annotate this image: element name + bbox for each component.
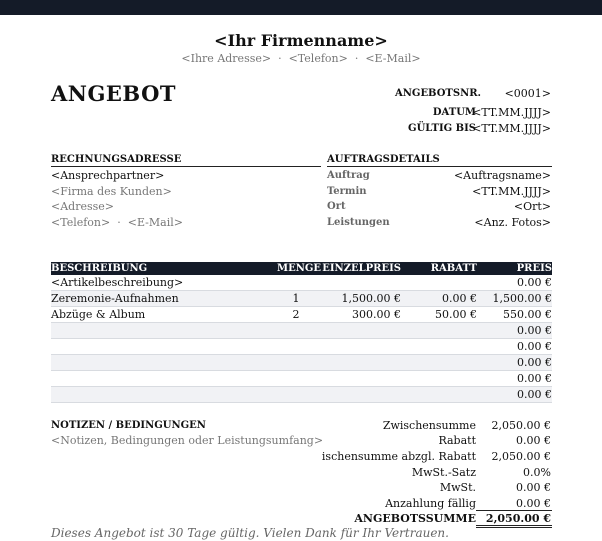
order-value-date: <TT.MM.JJJJ> bbox=[472, 185, 551, 198]
cell-quantity bbox=[271, 339, 321, 355]
cell-discount bbox=[401, 371, 477, 387]
billing-phone-email bbox=[51, 216, 183, 229]
grand-total-label: ANGEBOTSSUMME bbox=[354, 512, 476, 525]
cell-unit-price bbox=[321, 387, 401, 403]
valid-until-label: GÜLTIG BIS bbox=[408, 123, 476, 134]
cell-description: <Artikelbeschreibung> bbox=[51, 275, 271, 291]
cell-quantity bbox=[271, 323, 321, 339]
cell-discount bbox=[401, 339, 477, 355]
cell-quantity bbox=[271, 275, 321, 291]
deposit-due-value: 0.00 € bbox=[516, 497, 551, 510]
line-items-table bbox=[51, 262, 552, 403]
cell-unit-price bbox=[321, 355, 401, 371]
top-banner bbox=[0, 0, 602, 15]
header-quantity: MENGE bbox=[271, 262, 321, 275]
notes-heading: NOTIZEN / BEDINGUNGEN bbox=[51, 420, 206, 431]
company-contact-line bbox=[0, 52, 602, 65]
billing-email: <E-Mail> bbox=[127, 216, 183, 229]
billing-rule bbox=[51, 166, 321, 167]
cell-price: 0.00 € bbox=[477, 355, 552, 371]
order-label-job: Auftrag bbox=[327, 170, 370, 181]
separator: · bbox=[278, 52, 282, 65]
table-row bbox=[51, 275, 552, 291]
quote-number-label: ANGEBOTSNR. bbox=[395, 88, 482, 99]
date-value: <TT.MM.JJJJ> bbox=[472, 106, 551, 119]
company-email: <E-Mail> bbox=[365, 52, 421, 65]
cell-description: Abzüge & Album bbox=[51, 307, 271, 323]
table-row bbox=[51, 291, 552, 307]
order-value-job: <Auftragsname> bbox=[453, 169, 551, 182]
cell-price: 0.00 € bbox=[477, 275, 552, 291]
grand-total-top-rule bbox=[476, 510, 552, 511]
cell-description: Zeremonie-Aufnahmen bbox=[51, 291, 271, 307]
grand-total-rule-1 bbox=[476, 525, 552, 526]
table-row bbox=[51, 339, 552, 355]
cell-unit-price bbox=[321, 339, 401, 355]
order-label-services: Leistungen bbox=[327, 217, 390, 228]
tax-rate-value: 0.0% bbox=[523, 466, 551, 479]
cell-description bbox=[51, 355, 271, 371]
header-unit-price: EINZELPREIS bbox=[322, 263, 401, 274]
billing-phone: <Telefon> bbox=[51, 216, 111, 229]
cell-quantity bbox=[271, 371, 321, 387]
order-value-services: <Anz. Fotos> bbox=[474, 216, 551, 229]
table-row bbox=[51, 387, 552, 403]
order-value-location: <Ort> bbox=[513, 200, 551, 213]
billing-heading: RECHNUNGSADRESSE bbox=[51, 154, 182, 165]
cell-discount bbox=[401, 275, 477, 291]
order-label-date: Termin bbox=[327, 186, 367, 197]
cell-description bbox=[51, 323, 271, 339]
discount-label: Rabatt bbox=[438, 434, 476, 447]
cell-discount bbox=[401, 387, 477, 403]
company-address: <Ihre Adresse> bbox=[181, 52, 272, 65]
cell-unit-price bbox=[321, 323, 401, 339]
footer-note: Dieses Angebot ist 30 Tage gültig. Vielen Dank für Ihr Vertrauen. bbox=[51, 526, 449, 540]
header-price: PREIS bbox=[477, 262, 552, 275]
table-row bbox=[51, 371, 552, 387]
subtotal-label: Zwischensumme bbox=[382, 419, 476, 432]
cell-price: 0.00 € bbox=[477, 371, 552, 387]
billing-contact: <Ansprechpartner> bbox=[51, 169, 165, 182]
table-header-row bbox=[51, 262, 552, 275]
cell-discount: 50.00 € bbox=[401, 307, 477, 323]
table-row bbox=[51, 355, 552, 371]
date-label: DATUM bbox=[432, 107, 476, 118]
document-title: ANGEBOT bbox=[51, 81, 176, 106]
grand-total-rule-2 bbox=[476, 527, 552, 528]
table-row bbox=[51, 307, 552, 323]
cell-unit-price: 300.00 € bbox=[321, 307, 401, 323]
valid-until-value: <TT.MM.JJJJ> bbox=[472, 122, 551, 135]
cell-unit-price bbox=[321, 371, 401, 387]
quote-number-value: <0001> bbox=[504, 87, 551, 100]
cell-price: 0.00 € bbox=[477, 339, 552, 355]
cell-price: 0.00 € bbox=[477, 323, 552, 339]
subtotal-less-discount-value: 2,050.00 € bbox=[491, 450, 551, 463]
billing-address: <Adresse> bbox=[51, 200, 114, 213]
grand-total-value: 2,050.00 € bbox=[485, 512, 551, 525]
company-name: <Ihr Firmenname> bbox=[214, 31, 388, 50]
company-phone: <Telefon> bbox=[288, 52, 348, 65]
header-description: BESCHREIBUNG bbox=[51, 262, 271, 275]
cell-quantity bbox=[271, 355, 321, 371]
subtotal-less-discount-label: ischensumme abzgl. Rabatt bbox=[321, 450, 476, 463]
cell-discount: 0.00 € bbox=[401, 291, 477, 307]
tax-value: 0.00 € bbox=[516, 481, 551, 494]
order-rule bbox=[327, 166, 552, 167]
billing-company: <Firma des Kunden> bbox=[51, 185, 172, 198]
order-heading: AUFTRAGSDETAILS bbox=[327, 154, 440, 165]
cell-discount bbox=[401, 323, 477, 339]
tax-label: MwSt. bbox=[439, 481, 476, 494]
cell-price: 550.00 € bbox=[477, 307, 552, 323]
separator: · bbox=[354, 52, 359, 65]
cell-price: 0.00 € bbox=[477, 387, 552, 403]
notes-text: <Notizen, Bedingungen oder Leistungsumfang> bbox=[51, 434, 324, 447]
header-discount: RABATT bbox=[401, 262, 477, 275]
cell-quantity bbox=[271, 387, 321, 403]
cell-description bbox=[51, 339, 271, 355]
cell-quantity: 1 bbox=[271, 291, 321, 307]
subtotal-value: 2,050.00 € bbox=[491, 419, 551, 432]
cell-discount bbox=[401, 355, 477, 371]
table-row bbox=[51, 323, 552, 339]
deposit-due-label: Anzahlung fällig bbox=[385, 497, 476, 510]
cell-quantity: 2 bbox=[271, 307, 321, 323]
discount-value: 0.00 € bbox=[516, 434, 551, 447]
tax-rate-label: MwSt.-Satz bbox=[411, 466, 476, 479]
cell-unit-price bbox=[321, 275, 401, 291]
order-label-location: Ort bbox=[327, 201, 346, 212]
cell-price: 1,500.00 € bbox=[477, 291, 552, 307]
cell-description bbox=[51, 371, 271, 387]
cell-unit-price: 1,500.00 € bbox=[321, 291, 401, 307]
separator: · bbox=[117, 216, 121, 229]
cell-description bbox=[51, 387, 271, 403]
